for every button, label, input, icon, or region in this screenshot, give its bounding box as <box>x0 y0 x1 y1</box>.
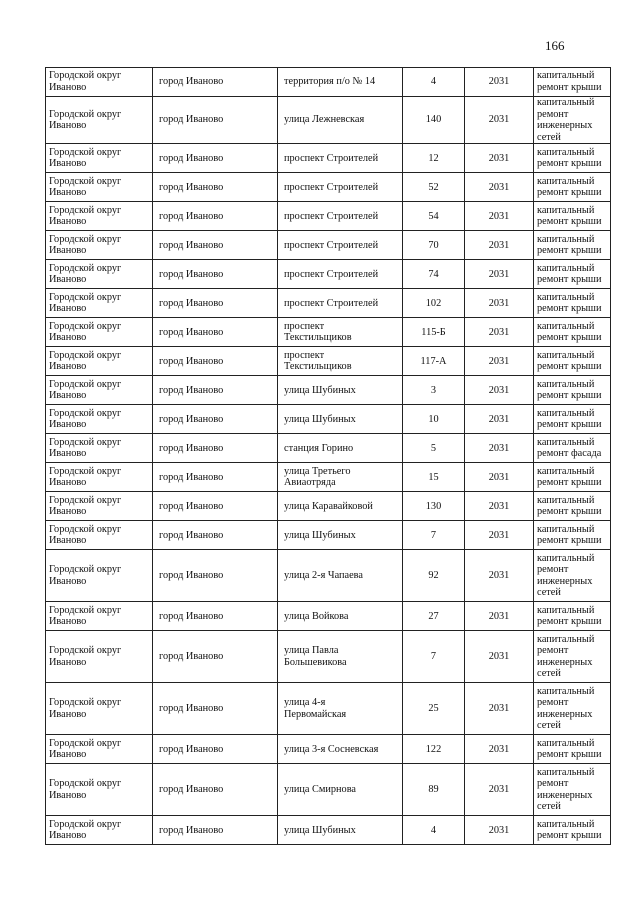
cell-house-number: 4 <box>403 816 465 845</box>
cell-street-text: улица 3-я Сосневская <box>284 743 379 755</box>
cell-street-text: станция Горино <box>284 442 354 454</box>
cell-city: город Иваново <box>153 144 278 173</box>
cell-city: город Иваново <box>153 68 278 97</box>
table-row <box>46 631 611 683</box>
cell-street-text: улица Каравайковой <box>284 500 373 512</box>
cell-house-number: 25 <box>403 683 465 735</box>
cell-street-text: проспект Строителей <box>284 268 379 280</box>
cell-year: 2031 <box>465 521 534 550</box>
cell-year: 2031 <box>465 735 534 764</box>
cell-city: город Иваново <box>153 260 278 289</box>
cell-year: 2031 <box>465 602 534 631</box>
cell-house-number: 27 <box>403 602 465 631</box>
cell-work-type-text: капитальный ремонт крыши <box>537 291 602 315</box>
cell-city: город Иваново <box>153 376 278 405</box>
cell-work-type-text: капитальный ремонт крыши <box>537 494 602 518</box>
cell-house-number: 15 <box>403 463 465 492</box>
cell-year: 2031 <box>465 231 534 260</box>
cell-work-type <box>534 434 611 463</box>
cell-city: город Иваново <box>153 550 278 602</box>
cell-city: город Иваново <box>153 463 278 492</box>
cell-year: 2031 <box>465 289 534 318</box>
cell-district <box>46 318 153 347</box>
cell-district <box>46 521 153 550</box>
cell-work-type <box>534 521 611 550</box>
cell-district-text: Городской округ Иваново <box>49 320 122 344</box>
cell-street <box>278 289 403 318</box>
cell-work-type <box>534 144 611 173</box>
cell-district-text: Городской округ Иваново <box>49 697 122 720</box>
cell-work-type <box>534 318 611 347</box>
cell-street <box>278 735 403 764</box>
cell-work-type <box>534 347 611 376</box>
table-row <box>46 347 611 376</box>
table-row <box>46 260 611 289</box>
cell-house-number: 70 <box>403 231 465 260</box>
cell-district <box>46 68 153 97</box>
cell-district-text: Городской округ Иваново <box>49 146 122 170</box>
cell-district <box>46 97 153 144</box>
cell-work-type <box>534 376 611 405</box>
page-number: 166 <box>545 38 565 53</box>
table-row <box>46 816 611 845</box>
cell-district-text: Городской округ Иваново <box>49 204 122 228</box>
table-row <box>46 463 611 492</box>
cell-district <box>46 735 153 764</box>
cell-work-type <box>534 173 611 202</box>
cell-house-number: 5 <box>403 434 465 463</box>
cell-work-type <box>534 764 611 816</box>
cell-street-text: улица Шубиных <box>284 529 356 541</box>
cell-work-type-text: капитальный ремонт крыши <box>537 523 602 547</box>
cell-year: 2031 <box>465 492 534 521</box>
cell-work-type-text: капитальный ремонт крыши <box>537 378 602 402</box>
table-row <box>46 492 611 521</box>
cell-district-text: Городской округ Иваново <box>49 70 122 93</box>
table-row <box>46 764 611 816</box>
cell-street-text: улица Шубиных <box>284 384 356 396</box>
cell-district-text: Городской округ Иваново <box>49 436 122 460</box>
cell-street <box>278 68 403 97</box>
cell-house-number: 117-А <box>403 347 465 376</box>
cell-year: 2031 <box>465 318 534 347</box>
cell-district-text: Городской округ Иваново <box>49 262 122 286</box>
cell-district-text: Городской округ Иваново <box>49 737 122 761</box>
cell-house-number: 92 <box>403 550 465 602</box>
cell-city: город Иваново <box>153 289 278 318</box>
cell-city: город Иваново <box>153 405 278 434</box>
cell-district <box>46 202 153 231</box>
cell-year: 2031 <box>465 144 534 173</box>
cell-street <box>278 231 403 260</box>
cell-year: 2031 <box>465 97 534 144</box>
cell-work-type <box>534 631 611 683</box>
cell-district <box>46 434 153 463</box>
cell-street <box>278 434 403 463</box>
cell-district-text: Городской округ Иваново <box>49 604 122 628</box>
cell-work-type-text: капитальный ремонт инженерных сетей <box>537 97 595 143</box>
cell-work-type-text: капитальный ремонт инженерных сетей <box>537 766 595 813</box>
table-row <box>46 405 611 434</box>
cell-street <box>278 463 403 492</box>
cell-street-text: улица Павла Большевикова <box>284 645 347 668</box>
cell-street-text: улица Смирнова <box>284 784 356 796</box>
cell-district-text: Городской округ Иваново <box>49 564 122 587</box>
cell-district <box>46 376 153 405</box>
cell-house-number: 12 <box>403 144 465 173</box>
cell-year: 2031 <box>465 173 534 202</box>
cell-work-type <box>534 405 611 434</box>
table-row <box>46 735 611 764</box>
table-row <box>46 231 611 260</box>
cell-street <box>278 260 403 289</box>
cell-street <box>278 631 403 683</box>
cell-district-text: Городской округ Иваново <box>49 465 122 489</box>
cell-city: город Иваново <box>153 492 278 521</box>
cell-year: 2031 <box>465 683 534 735</box>
cell-district <box>46 631 153 683</box>
cell-work-type-text: капитальный ремонт фасада <box>537 436 602 460</box>
cell-street <box>278 602 403 631</box>
cell-city: город Иваново <box>153 631 278 683</box>
cell-work-type <box>534 68 611 97</box>
cell-work-type-text: капитальный ремонт крыши <box>537 407 602 431</box>
cell-street-text: проспект Строителей <box>284 152 379 164</box>
cell-city: город Иваново <box>153 735 278 764</box>
cell-city: город Иваново <box>153 816 278 845</box>
table-row <box>46 602 611 631</box>
cell-street-text: улица Третьего Авиаотряда <box>284 465 351 489</box>
cell-district <box>46 602 153 631</box>
cell-year: 2031 <box>465 764 534 816</box>
cell-district <box>46 816 153 845</box>
cell-house-number: 89 <box>403 764 465 816</box>
cell-street <box>278 202 403 231</box>
cell-street-text: улица Войкова <box>284 610 349 622</box>
cell-street <box>278 816 403 845</box>
cell-city: город Иваново <box>153 318 278 347</box>
cell-city: город Иваново <box>153 521 278 550</box>
cell-work-type <box>534 260 611 289</box>
cell-street-text: улица 2-я Чапаева <box>284 570 363 582</box>
cell-city: город Иваново <box>153 602 278 631</box>
cell-house-number: 3 <box>403 376 465 405</box>
cell-year: 2031 <box>465 68 534 97</box>
cell-house-number: 7 <box>403 631 465 683</box>
cell-district-text: Городской округ Иваново <box>49 645 122 668</box>
cell-work-type <box>534 231 611 260</box>
cell-district <box>46 405 153 434</box>
cell-year: 2031 <box>465 631 534 683</box>
cell-house-number: 130 <box>403 492 465 521</box>
cell-work-type <box>534 683 611 735</box>
cell-district <box>46 173 153 202</box>
table-row <box>46 434 611 463</box>
cell-work-type <box>534 735 611 764</box>
cell-house-number: 54 <box>403 202 465 231</box>
cell-city: город Иваново <box>153 202 278 231</box>
cell-street <box>278 97 403 144</box>
cell-city: город Иваново <box>153 764 278 816</box>
cell-house-number: 7 <box>403 521 465 550</box>
table-row <box>46 376 611 405</box>
cell-street-text: проспект Строителей <box>284 239 379 251</box>
cell-district <box>46 260 153 289</box>
cell-district-text: Городской округ Иваново <box>49 349 122 373</box>
table-row <box>46 683 611 735</box>
cell-street <box>278 764 403 816</box>
cell-work-type-text: капитальный ремонт инженерных сетей <box>537 552 595 599</box>
cell-street <box>278 318 403 347</box>
cell-work-type-text: капитальный ремонт крыши <box>537 349 602 373</box>
cell-work-type-text: капитальный ремонт крыши <box>537 262 602 286</box>
table-row <box>46 68 611 97</box>
table-row <box>46 550 611 602</box>
cell-street <box>278 521 403 550</box>
cell-work-type <box>534 492 611 521</box>
cell-work-type-text: капитальный ремонт крыши <box>537 146 602 170</box>
cell-work-type <box>534 550 611 602</box>
cell-district <box>46 144 153 173</box>
cell-district <box>46 347 153 376</box>
cell-district <box>46 764 153 816</box>
cell-year: 2031 <box>465 202 534 231</box>
cell-street-text: улица Шубиных <box>284 824 356 836</box>
cell-street <box>278 144 403 173</box>
cell-year: 2031 <box>465 463 534 492</box>
cell-work-type <box>534 816 611 845</box>
cell-work-type-text: капитальный ремонт крыши <box>537 737 602 761</box>
cell-street-text: проспект Текстильщиков <box>284 349 352 373</box>
table-row <box>46 521 611 550</box>
cell-work-type-text: капитальный ремонт крыши <box>537 233 602 257</box>
cell-house-number: 74 <box>403 260 465 289</box>
table-row <box>46 289 611 318</box>
cell-work-type-text: капитальный ремонт крыши <box>537 604 602 628</box>
cell-district-text: Городской округ Иваново <box>49 378 122 402</box>
cell-work-type <box>534 463 611 492</box>
cell-district-text: Городской округ Иваново <box>49 818 122 842</box>
cell-district <box>46 289 153 318</box>
cell-street-text: улица 4-я Первомайская <box>284 697 347 720</box>
table-row <box>46 318 611 347</box>
cell-street <box>278 492 403 521</box>
cell-street-text: проспект Строителей <box>284 210 379 222</box>
cell-year: 2031 <box>465 347 534 376</box>
cell-house-number: 115-Б <box>403 318 465 347</box>
cell-city: город Иваново <box>153 434 278 463</box>
cell-work-type <box>534 289 611 318</box>
cell-work-type-text: капитальный ремонт крыши <box>537 818 602 842</box>
cell-district <box>46 683 153 735</box>
cell-house-number: 140 <box>403 97 465 144</box>
cell-work-type-text: капитальный ремонт крыши <box>537 465 602 489</box>
cell-work-type-text: капитальный ремонт инженерных сетей <box>537 633 595 680</box>
table-row <box>46 173 611 202</box>
table-row <box>46 97 611 144</box>
cell-city: город Иваново <box>153 231 278 260</box>
cell-district <box>46 492 153 521</box>
cell-district-text: Городской округ Иваново <box>49 108 122 132</box>
cell-work-type-text: капитальный ремонт крыши <box>537 70 602 93</box>
table-row <box>46 202 611 231</box>
cell-work-type-text: капитальный ремонт крыши <box>537 204 602 228</box>
cell-work-type <box>534 602 611 631</box>
cell-street-text: улица Лежневская <box>284 114 365 126</box>
cell-district <box>46 231 153 260</box>
cell-street <box>278 173 403 202</box>
cell-district-text: Городской округ Иваново <box>49 523 122 547</box>
cell-year: 2031 <box>465 405 534 434</box>
cell-district-text: Городской округ Иваново <box>49 407 122 431</box>
cell-work-type-text: капитальный ремонт крыши <box>537 320 602 344</box>
cell-year: 2031 <box>465 434 534 463</box>
cell-street <box>278 550 403 602</box>
cell-work-type-text: капитальный ремонт крыши <box>537 175 602 199</box>
cell-street <box>278 376 403 405</box>
cell-district-text: Городской округ Иваново <box>49 494 122 518</box>
cell-year: 2031 <box>465 376 534 405</box>
cell-house-number: 102 <box>403 289 465 318</box>
cell-city: город Иваново <box>153 347 278 376</box>
cell-work-type <box>534 202 611 231</box>
cell-year: 2031 <box>465 550 534 602</box>
cell-street-text: улица Шубиных <box>284 413 356 425</box>
cell-year: 2031 <box>465 816 534 845</box>
cell-work-type-text: капитальный ремонт инженерных сетей <box>537 685 595 732</box>
table-row <box>46 144 611 173</box>
cell-street-text: проспект Строителей <box>284 181 379 193</box>
cell-district-text: Городской округ Иваново <box>49 233 122 257</box>
cell-house-number: 10 <box>403 405 465 434</box>
cell-work-type <box>534 97 611 144</box>
cell-district <box>46 463 153 492</box>
cell-district-text: Городской округ Иваново <box>49 175 122 199</box>
cell-street-text: проспект Текстильщиков <box>284 320 352 344</box>
table-body <box>46 68 611 845</box>
cell-district <box>46 550 153 602</box>
cell-street <box>278 347 403 376</box>
cell-year: 2031 <box>465 260 534 289</box>
cell-district-text: Городской округ Иваново <box>49 778 122 801</box>
cell-street-text: проспект Строителей <box>284 297 379 309</box>
cell-house-number: 52 <box>403 173 465 202</box>
cell-district-text: Городской округ Иваново <box>49 291 122 315</box>
cell-street-text: территория п/о № 14 <box>284 76 376 88</box>
cell-city: город Иваново <box>153 97 278 144</box>
cell-street <box>278 405 403 434</box>
cell-city: город Иваново <box>153 683 278 735</box>
repair-schedule-table <box>45 67 611 845</box>
cell-city: город Иваново <box>153 173 278 202</box>
cell-house-number: 4 <box>403 68 465 97</box>
cell-house-number: 122 <box>403 735 465 764</box>
cell-street <box>278 683 403 735</box>
